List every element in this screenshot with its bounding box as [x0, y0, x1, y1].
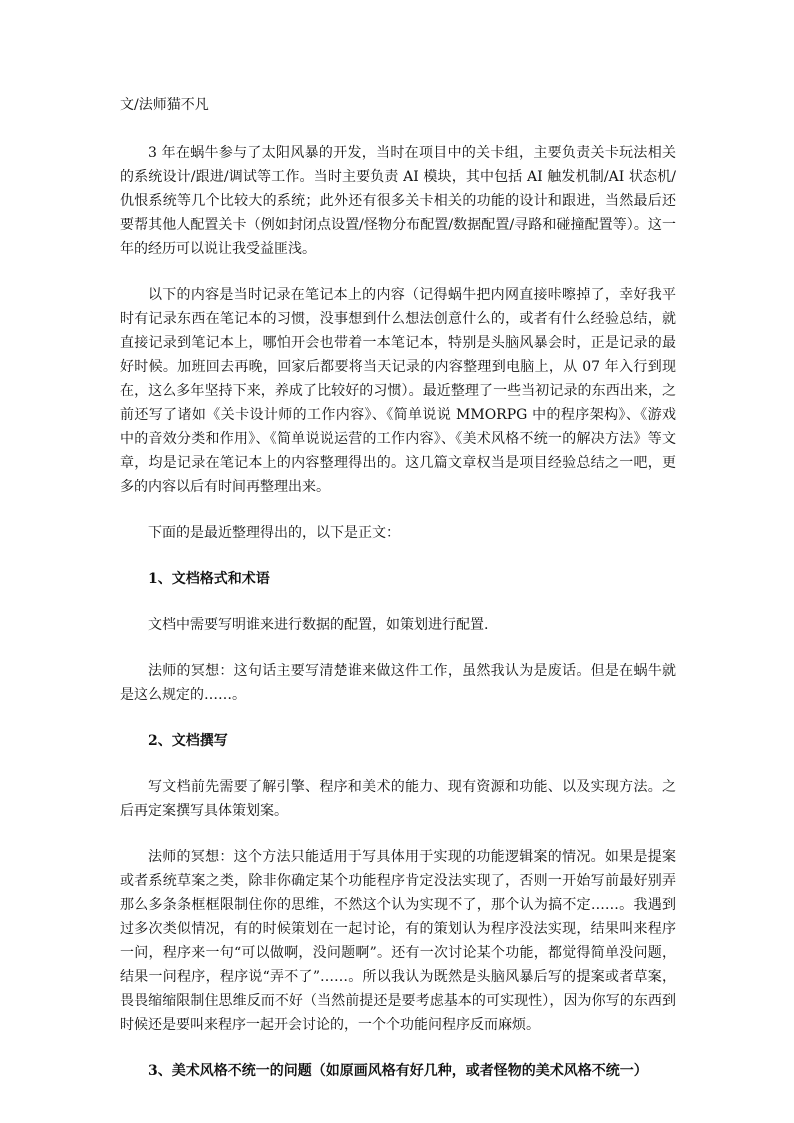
intro-paragraph-2: 以下的内容是当时记录在笔记本上的内容（记得蜗牛把内网直接咔嚓掉了，幸好我平时有记录东西在笔记本的习惯，没事想到什么想法创意什么的，或者有什么经验总结，就直接记录到笔记本上，哪怕开会也带着一本笔记本，特别是头脑风暴会时，正是记录的最好时候。加班回去再晚，回家后都要将当天记录的内容整理到电脑上，从 07 年入行到现在，这么多年坚持下来，养成了比较好的习惯）。最近整理了一些当初记录的东西出来，之前还写了诸如《关卡设计师的工作内容》、《简单说说 MMORPG 中的程序架构》、《游戏中的音效分类和作用》、《简单说说运营的工作内容》、《美术风格不统一的解决方法》等文章，均是记录在笔记本上的内容整理得出的。这几篇文章权当是项目经验总结之一吧，更多的内容以后有时间再整理出来。: [120, 287, 676, 495]
section-2-paragraph-2: 法师的冥想：这个方法只能适用于写具体用于实现的功能逻辑案的情况。如果是提案或者系统草案之类，除非你确定某个功能程序肯定没法实现了，否则一开始写前最好别弄那么多条条框框限制住你的思维，不然这个认为实现不了，那个认为搞不定……。我遇到过多次类似情况，有的时候策划在一起讨论，有的策划认为程序没法实现，结果叫来程序一问，程序来一句“可以做啊，没问题啊”。还有一次讨论某个功能，都觉得简单没问题，结果一问程序，程序说“弄不了”……。所以我认为既然是头脑风暴后写的提案或者草案，畏畏缩缩限制住思维反而不好（当然前提还是要考虑基本的可实现性），因为你写的东西到时候还是要叫来程序一起开会讨论的，一个个功能问程序反而麻烦。: [120, 849, 676, 1033]
section-1-paragraph-2: 法师的冥想：这句话主要写清楚谁来做这件工作，虽然我认为是废话。但是在蜗牛就是这么规定的……。: [120, 663, 676, 703]
section-1-paragraph-1: 文档中需要写明谁来进行数据的配置，如策划进行配置.: [148, 617, 489, 633]
intro-paragraph-3: 下面的是最近整理得出的，以下是正文：: [148, 525, 400, 541]
author-line: 文/法师猫不凡: [120, 97, 209, 113]
document-page: [120, 93, 676, 1083]
section-heading-3: 3、美术风格不统一的问题（如原画风格有好几种，或者怪物的美术风格不统一）: [148, 1063, 648, 1079]
section-2-paragraph-1: 写文档前先需要了解引擎、程序和美术的能力、现有资源和功能、以及实现方法。之后再定案撰写具体策划案。: [120, 779, 676, 819]
intro-paragraph-1: 3 年在蜗牛参与了太阳风暴的开发，当时在项目中的关卡组，主要负责关卡玩法相关的系统设计/跟进/调试等工作。当时主要负责 AI 模块，其中包括 AI 触发机制/AI 状态机/仇恨系统等几个比较大的系统；此外还有很多关卡相关的功能的设计和跟进，当然最后还要帮其他人配置关卡（例如封闭点设置/怪物分布配置/数据配置/寻路和碰撞配置等）。这一年的经历可以说让我受益匪浅。: [120, 145, 676, 257]
section-heading-1: 1、文档格式和术语: [148, 571, 270, 587]
section-heading-2: 2、文档撰写: [148, 733, 228, 749]
